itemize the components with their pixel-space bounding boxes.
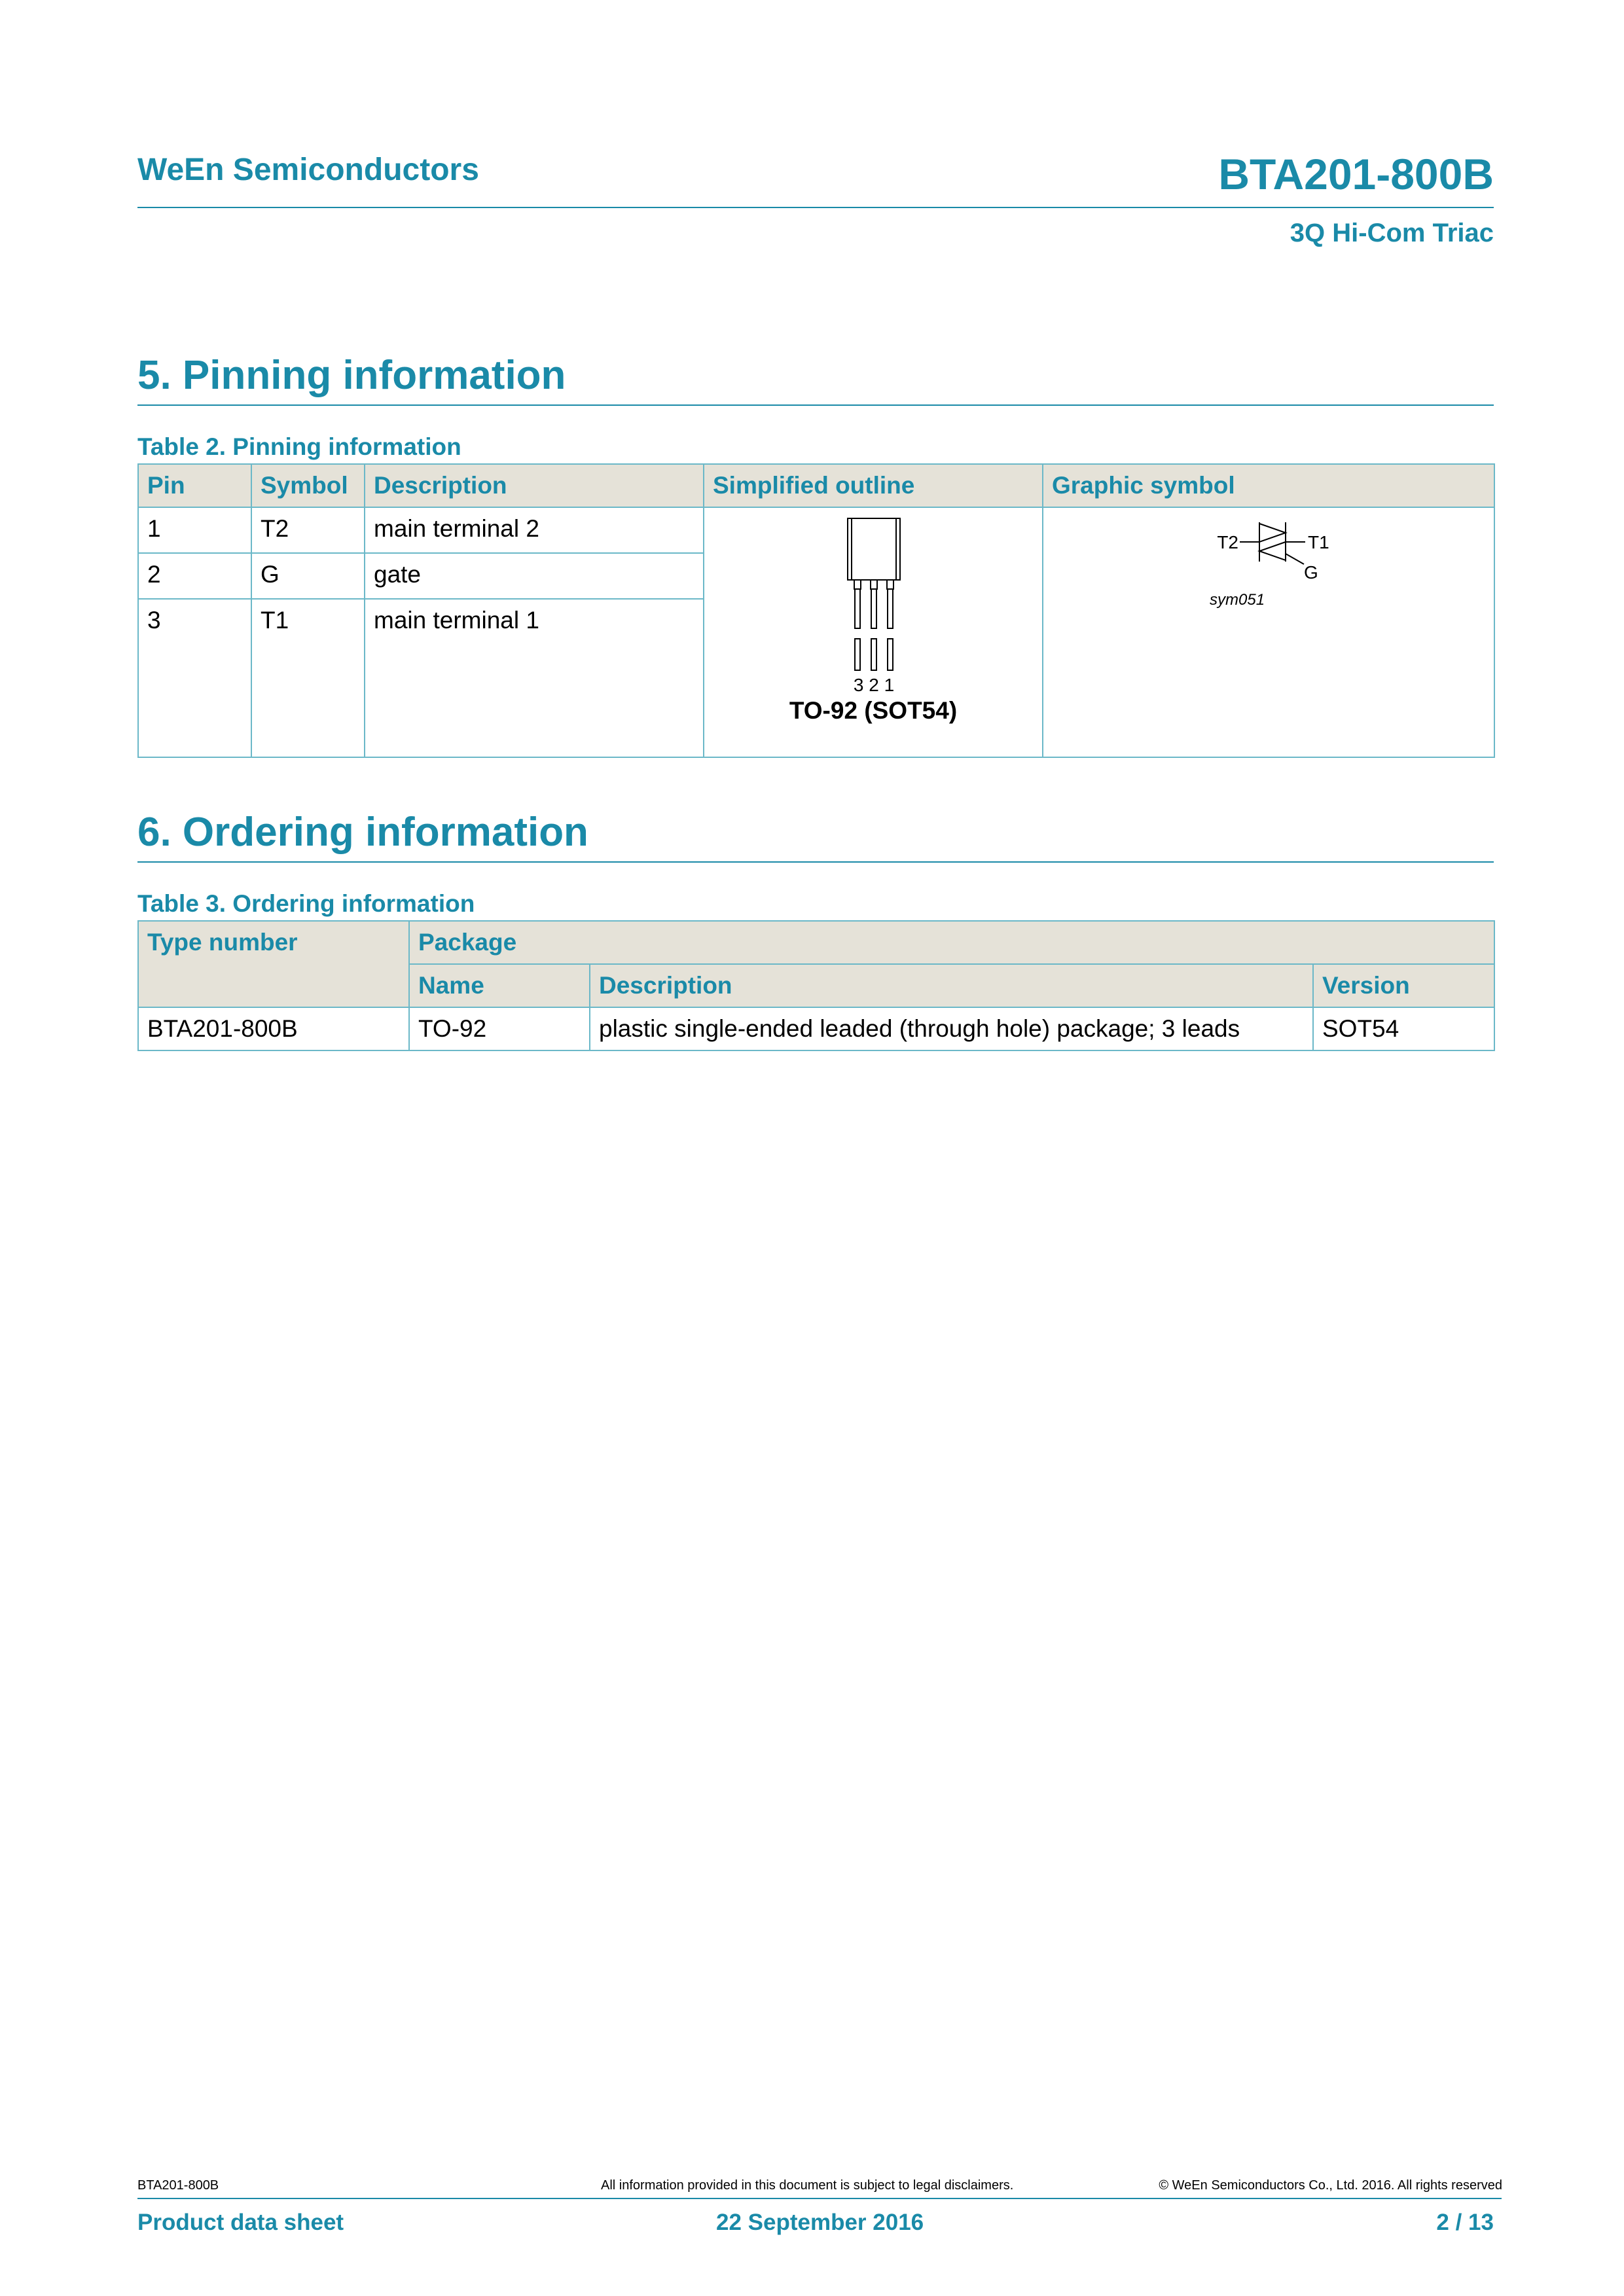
ordering-table	[137, 920, 1495, 1051]
symbol-ref-label: sym051	[1210, 591, 1265, 609]
col-version: Version	[1313, 964, 1494, 1007]
description-cell: main terminal 2	[365, 507, 704, 553]
pinning-header-row	[138, 464, 1494, 507]
table-row	[138, 507, 1494, 553]
graphic-symbol-cell	[1043, 507, 1494, 757]
pin-cell: 1	[138, 507, 251, 553]
to92-outline-icon	[704, 508, 1043, 698]
product-subtitle: 3Q Hi-Com Triac	[1290, 219, 1494, 247]
section-6-title: 6. Ordering information	[137, 810, 588, 855]
package-name-cell: TO-92	[409, 1007, 590, 1050]
part-number: BTA201-800B	[1218, 150, 1494, 198]
col-simplified-outline: Simplified outline	[704, 464, 1043, 507]
table-row	[138, 1007, 1494, 1050]
symbol-t2-label: T2	[1217, 532, 1238, 552]
outline-package-label: TO-92 (SOT54)	[789, 697, 958, 724]
pin-cell: 3	[138, 599, 251, 757]
package-version-cell: SOT54	[1313, 1007, 1494, 1050]
triac-symbol-icon	[1043, 508, 1495, 744]
col-graphic-symbol: Graphic symbol	[1043, 464, 1494, 507]
col-package: Package	[409, 921, 1494, 964]
description-cell: gate	[365, 553, 704, 599]
table-3-caption: Table 3. Ordering information	[137, 890, 475, 917]
col-symbol: Symbol	[251, 464, 365, 507]
col-name: Name	[409, 964, 590, 1007]
footer-divider	[137, 2198, 1502, 2199]
pinning-table	[137, 463, 1495, 758]
symbol-cell: T2	[251, 507, 365, 553]
footer-doc-type: Product data sheet	[137, 2210, 344, 2235]
company-name: WeEn Semiconductors	[137, 152, 479, 187]
symbol-cell: T1	[251, 599, 365, 757]
footer-disclaimer: All information provided in this document is subject to legal disclaimers.	[601, 2178, 1014, 2193]
header-divider	[137, 207, 1494, 208]
col-pin: Pin	[138, 464, 251, 507]
col-type-number: Type number	[138, 921, 409, 1007]
section-5-title: 5. Pinning information	[137, 353, 566, 398]
symbol-cell: G	[251, 553, 365, 599]
ordering-header-row	[138, 921, 1494, 964]
footer-page-number: 2 / 13	[1436, 2210, 1494, 2235]
package-description-cell: plastic single-ended leaded (through hole) package; 3 leads	[590, 1007, 1313, 1050]
type-number-cell: BTA201-800B	[138, 1007, 409, 1050]
footer-doc-id: BTA201-800B	[137, 2178, 219, 2193]
description-cell: main terminal 1	[365, 599, 704, 757]
simplified-outline-cell	[704, 507, 1043, 757]
col-description: Description	[365, 464, 704, 507]
section-5-divider	[137, 404, 1494, 406]
pin-cell: 2	[138, 553, 251, 599]
outline-pin-numbers: 3 2 1	[853, 675, 895, 695]
col-package-description: Description	[590, 964, 1313, 1007]
symbol-t1-label: T1	[1308, 532, 1329, 552]
symbol-g-label: G	[1304, 562, 1318, 583]
footer-date: 22 September 2016	[716, 2210, 924, 2235]
section-6-divider	[137, 861, 1494, 863]
footer-copyright: © WeEn Semiconductors Co., Ltd. 2016. All rights reserved	[1159, 2178, 1502, 2193]
table-2-caption: Table 2. Pinning information	[137, 433, 461, 460]
